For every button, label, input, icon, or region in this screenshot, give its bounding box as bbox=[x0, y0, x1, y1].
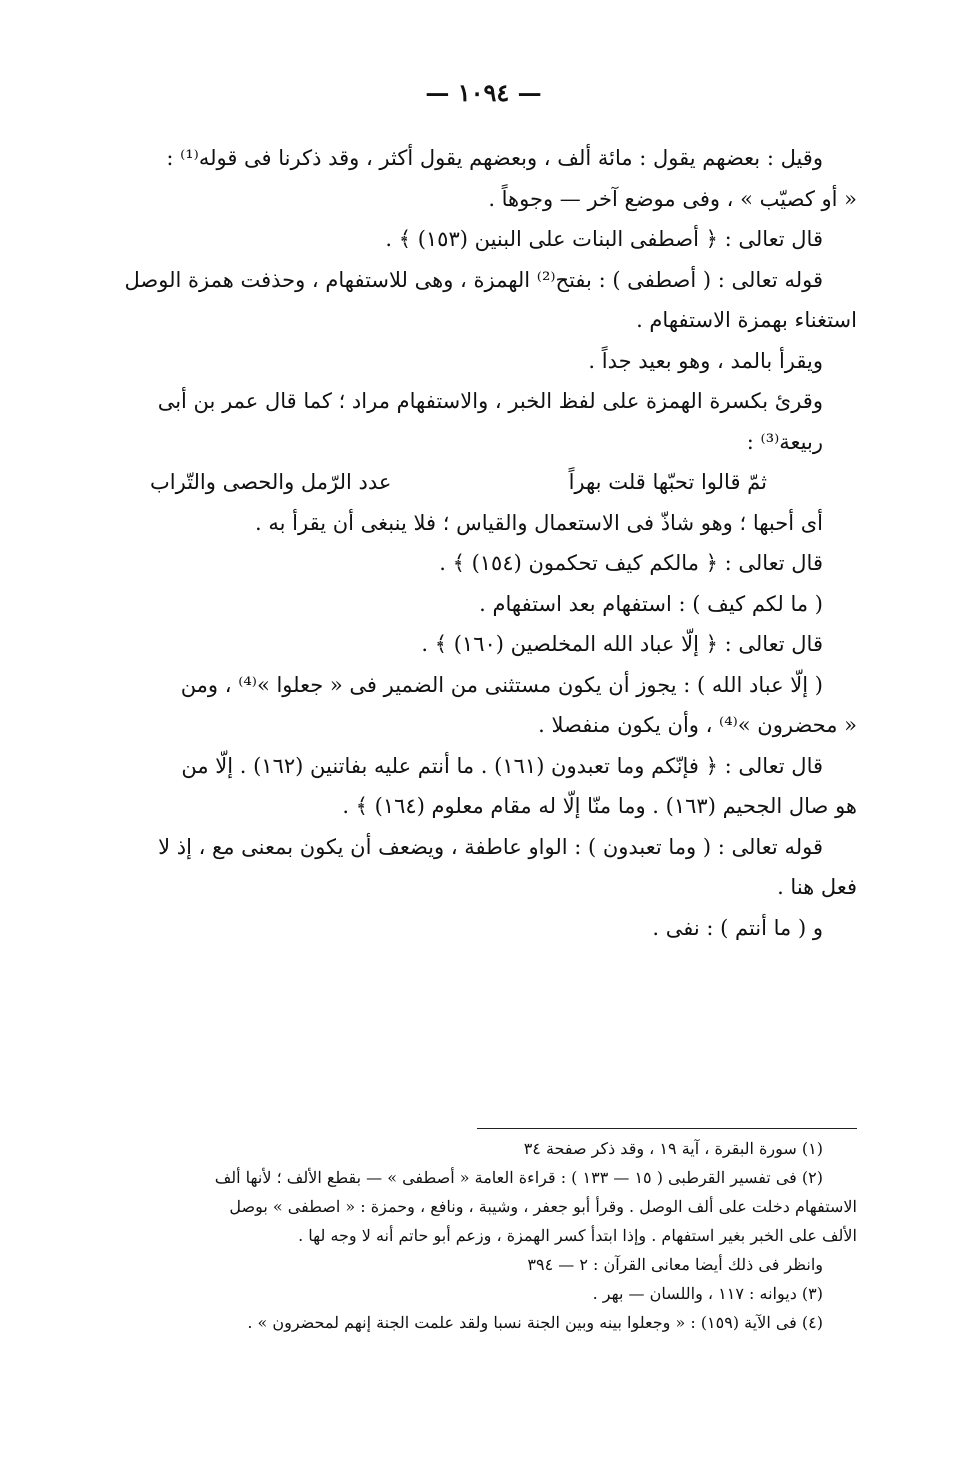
footnote-3: (٣) ديوانه : ١١٧ ، واللسان — بهر . bbox=[592, 1284, 823, 1303]
verse-heading-153: قال تعالى : ﴿ أصطفى البنات على البنين (١٥٣) ﴾ . bbox=[385, 227, 823, 251]
paragraph-3: قوله تعالى : ( أصطفى ) : بفتح⁽²⁾ الهمزة ، وهى للاستفهام ، وحذفت همزة الوصل bbox=[124, 267, 823, 292]
paragraph-3-cont: استغناء بهمزة الاستفهام . bbox=[636, 308, 857, 332]
verse-heading-161: قال تعالى : ﴿ فإنّكم وما تعبدون (١٦١) . ما أنتم عليه بفاتنين (١٦٢) . إلّا من bbox=[181, 753, 823, 778]
paragraph-1: وقيل : بعضهم يقول : مائة ألف ، وبعضهم يقول أكثر ، وقد ذكرنا فى قوله⁽¹⁾ : bbox=[166, 146, 823, 170]
paragraph-7: ( ما لكم كيف ) : استفهام بعد استفهام . bbox=[479, 591, 823, 616]
footnote-divider bbox=[477, 1128, 857, 1129]
page-number: — ١٠٩٤ — bbox=[425, 78, 542, 107]
paragraph-5: وقرئ بكسرة الهمزة على لفظ الخبر ، والاستفهام مراد ؛ كما قال عمر بن أبى ربيعة⁽³⁾ : bbox=[157, 389, 823, 454]
paragraph-6: أى أحبها ؛ وهو شاذّ فى الاستعمال والقياس ؛ فلا ينبغى أن يقرأ به . bbox=[255, 510, 823, 535]
footnote-1: (١) سورة البقرة ، آية ١٩ ، وقد ذكر صفحة ٣٤ bbox=[523, 1139, 823, 1158]
paragraph-8-cont: « محضرون »⁽⁴⁾ ، وأن يكون منفصلا . bbox=[538, 713, 857, 737]
verse-heading-161-cont: هو صال الجحيم (١٦٣) . وما منّا إلّا له مقام معلوم (١٦٤) ﴾ . bbox=[342, 794, 857, 818]
footnote-2-cont-1: الاستفهام دخلت على ألف الوصل . وقرأ أبو جعفر ، وشيبة ، ونافع ، وحمزة : « اصطفى » بوصل bbox=[229, 1197, 857, 1216]
paragraph-10: و ( ما أنتم ) : نفى . bbox=[652, 915, 823, 940]
footnotes bbox=[110, 1134, 857, 1337]
footnote-2-cont-3: وانظر فى ذلك أيضا معانى القرآن : ٢ — ٣٩٤ bbox=[527, 1255, 823, 1274]
main-text bbox=[110, 138, 857, 948]
footnote-4: (٤) فى الآية (١٥٩) : « وجعلوا بينه وبين الجنة نسبا ولقد علمت الجنة إنهم لمحضرون » . bbox=[247, 1313, 823, 1332]
verse-first-hemistich: ثمّ قالوا تحبّها قلت بهراً bbox=[568, 470, 767, 494]
paragraph-9-cont: فعل هنا . bbox=[777, 875, 857, 899]
paragraph-8: ( إلّا عباد الله ) : يجوز أن يكون مستثنى من الضمير فى « جعلوا »⁽⁴⁾ ، ومن bbox=[180, 672, 823, 697]
paragraph-9: قوله تعالى : ( وما تعبدون ) : الواو عاطفة ، ويضعف أن يكون بمعنى مع ، إذ لا bbox=[158, 834, 823, 859]
paragraph-2: « أو كصيّب » ، وفى موضع آخر — وجوهاً . bbox=[488, 186, 857, 211]
footnote-2-cont-2: الألف على الخبر بغير استفهام . وإذا ابتدأ كسر الهمزة ، وزعم أبو حاتم أنه لا وجه لها . bbox=[298, 1226, 857, 1245]
verse-heading-160: قال تعالى : ﴿ إلّا عباد الله المخلصين (١٦٠) ﴾ . bbox=[421, 632, 823, 656]
footnote-2: (٢) فى تفسير القرطبى ( ١٥ — ١٣٣ ) : قراءة العامة « أصطفى » — بقطع الألف ؛ لأنها ألف bbox=[214, 1168, 823, 1187]
verse-second-hemistich: عدد الرّمل والحصى والتّراب bbox=[150, 470, 392, 494]
verse-heading-154: قال تعالى : ﴿ مالكم كيف تحكمون (١٥٤) ﴾ . bbox=[439, 551, 823, 575]
paragraph-4: ويقرأ بالمد ، وهو بعيد جداً . bbox=[588, 348, 823, 373]
poetry-verse bbox=[110, 462, 857, 503]
